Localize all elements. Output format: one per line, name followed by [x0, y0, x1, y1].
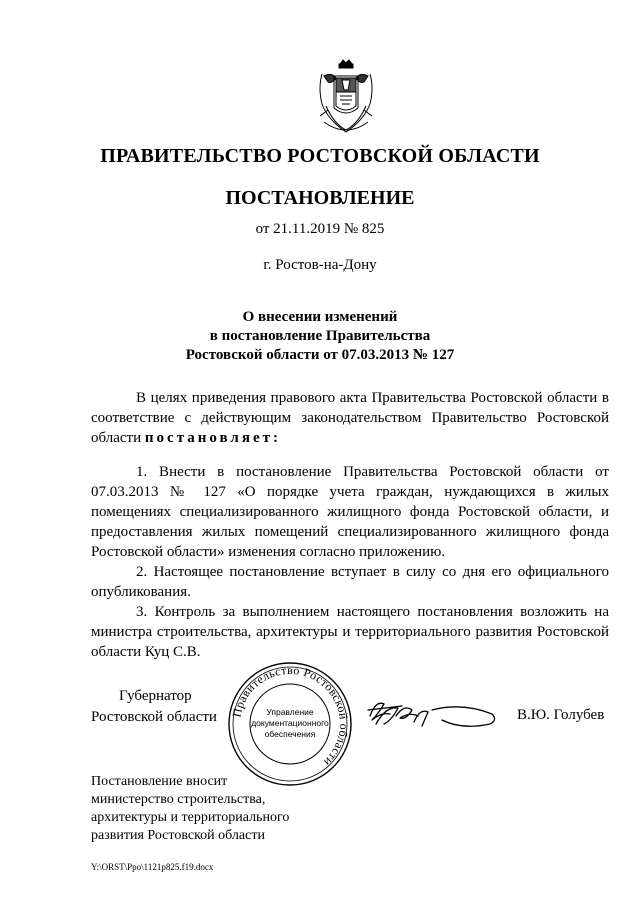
signatory-title	[91, 686, 217, 728]
preamble-text: В целях приведения правового акта Правительства Ростовской области в соответствие с действующим законодательством Правительство Ростовской области	[91, 390, 609, 446]
preamble	[91, 388, 609, 448]
subject-line: О внесении изменений	[242, 309, 398, 325]
city: г. Ростов-на-Дону	[263, 257, 377, 273]
submitter-line: Постановление вносит	[91, 774, 228, 789]
subject-line: в постановление Правительства	[209, 328, 431, 344]
signatory-title-line: Губернатор	[119, 688, 192, 704]
resolves-word: постановляет:	[144, 430, 281, 446]
seal-outer-text: Правительство Ростовской области	[229, 662, 352, 770]
submitter-line: развития Ростовской области	[91, 828, 265, 843]
seal-inner-line: документационного	[251, 718, 329, 728]
coat-of-arms-icon	[314, 58, 378, 138]
org-title: ПРАВИТЕЛЬСТВО РОСТОВСКОЙ ОБЛАСТИ	[100, 145, 540, 167]
file-path: Y:\ORST\Ppo\1121p825.f19.docx	[91, 862, 214, 872]
signature-icon	[362, 690, 502, 740]
submitter-note	[91, 773, 289, 845]
subject-heading	[0, 308, 640, 365]
document-type: ПОСТАНОВЛЕНИЕ	[225, 187, 415, 209]
subject-line: Ростовской области от 07.03.2013 № 127	[185, 347, 455, 363]
resolution-item: 1. Внести в постановление Правительства Ростовской области от 07.03.2013 № 127 «О порядке учета граждан, нуждающихся в жилых помещениях специализированного жилищного фонда Ростовской области, и предоставления жилых помещений специализированного жилищного фонда Ростовской области» изменения согласно приложению.	[91, 464, 609, 560]
submitter-line: архитектуры и территориального	[91, 810, 290, 825]
date-number: от 21.11.2019 № 825	[255, 221, 385, 237]
resolution-items	[91, 462, 609, 662]
resolution-item: 3. Контроль за выполнением настоящего постановления возложить на министра строительства, архитектуры и территориального развития Ростовской области Куц С.В.	[91, 604, 609, 660]
resolution-item: 2. Настоящее постановление вступает в силу со дня его официального опубликования.	[91, 564, 609, 600]
signatory-title-line: Ростовской области	[91, 709, 217, 725]
seal-inner-line: Управление	[266, 707, 314, 717]
seal-inner-line: обеспечения	[264, 729, 316, 739]
official-seal-icon	[226, 660, 354, 788]
submitter-line: министерство строительства,	[91, 792, 266, 807]
signatory-name: В.Ю. Голубев	[517, 707, 605, 723]
